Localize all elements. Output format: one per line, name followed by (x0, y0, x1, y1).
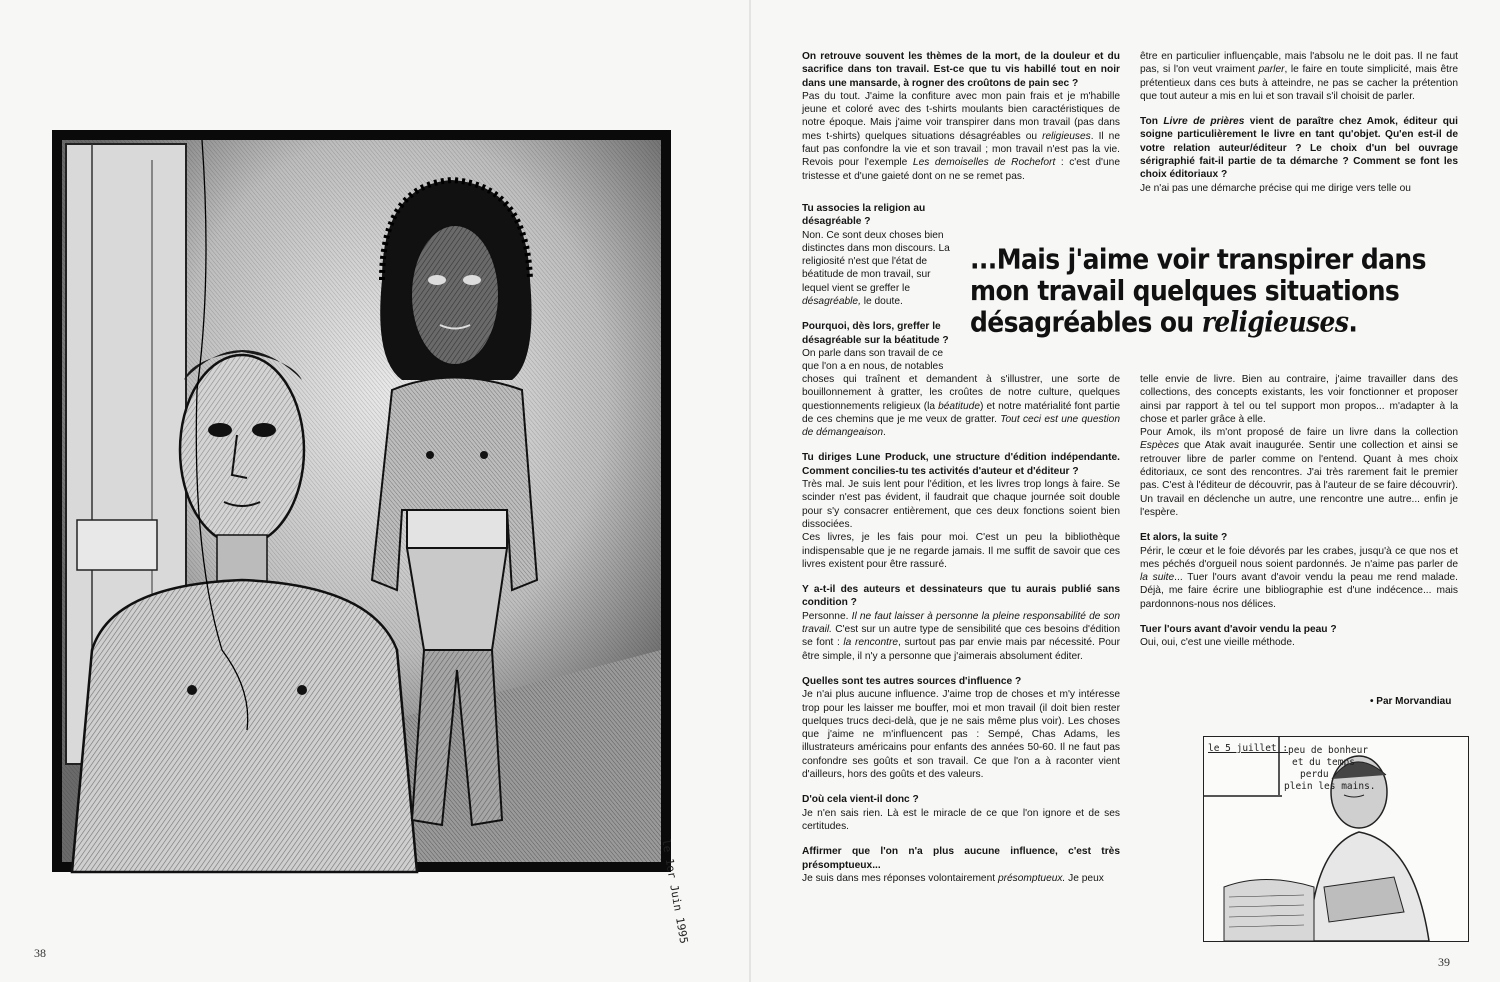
illustration-two-figures (52, 130, 691, 945)
question-3: Pourquoi, dès lors, greffer le désagréable sur la béatitude ? (802, 321, 949, 346)
illustration-signature: le 1er Juin 1995 (659, 838, 691, 945)
article-column-1-narrow (802, 202, 954, 374)
answer-3: choses qui traînent et demandent à s'illustrer, une sorte de bouillonnement à gratter, les croûtes de notre culture, quelques questionnements religieux (la béatitude) et notre matérialité font partie de ces chemins que je me veux de gratter. Tout ceci est une question de démangeaison. (802, 374, 1120, 439)
pull-quote-line-2: mon travail quelques situations (970, 274, 1400, 307)
sketch-illustration (1203, 736, 1469, 942)
answer-1: Pas du tout. J'aime la confiture avec mon pain frais et je m'habille jeune et coloré avec des t-shirts moulants bien caractéristiques de notre époque. Mais j'aime voir transpirer dans mon travail (pas dans mes t-shirts) quelques situations désagréables ou religieuses. Il ne faut pas confondre la vie et son travail ; mon travail n'est pas la vie. Revois pour l'exemple Les demoiselles de Rochefort : c'est d'une tristesse et d'une gaieté dont on ne se remet pas. (802, 90, 1121, 182)
illustration-drawing (52, 130, 671, 872)
question-9: Ton Livre de prières vient de paraître chez Amok, éditeur qui soigne particulièrement le livre en tant qu'objet. Qu'en est-il de votre relation auteur/éditeur ? Le choix d'un bel ouvrage sérigraphié fait-il partie de ta démarche ? Comment se font les choix éditoriaux ? (1140, 116, 1458, 181)
answer-9b: Pour Amok, ils m'ont proposé de faire un livre dans la collection Espèces que Atak avait inaugurée. Sentir une collection et ainsi se retrouver libre de parler comme on l'entend. Quant à mes choix éditoriaux, ce sont des rencontres. J'ai très rarement fait le premier pas. C'est à l'éditeur de découvrir, pas à l'auteur de se faire découvrir). Un travail en déclenche un autre, une rencontre une autre... enfin je l'espère. (1140, 427, 1458, 518)
answer-4a: Très mal. Je suis lent pour l'édition, et les livres trop longs à faire. Se scinder n'est pas évident, il faudrait que chaque journée soit double pour s'y consacrer entièrement, que ces deux fonctions soient bien dissociées. (802, 479, 1120, 530)
question-11: Tuer l'ours avant d'avoir vendu la peau ? (1140, 624, 1337, 636)
article-column-1-lower (802, 373, 1120, 885)
answer-9: telle envie de livre. Bien au contraire, j'aime travailler dans des collections, des concepts existants, les voir fonctionner et proposer ainsi par rapport à tel ou tel support mon propos... m'adapter à la chose et parler grâce à elle. (1140, 374, 1458, 425)
page-number-right: 39 (1438, 955, 1450, 969)
sketch-note-1: peu de bonheur (1288, 745, 1369, 756)
question-4: Tu diriges Lune Produck, une structure d'édition indépendante. Comment concilies-tu tes activités d'auteur et d'éditeur ? (802, 452, 1120, 477)
question-2: Tu associes la religion au désagréable ? (802, 203, 926, 228)
answer-6: Je n'ai plus aucune influence. J'aime trop de choses et m'y intéresse trop pour les laisser me bouffer, moi et mon travail (il doit bien rester quelques trucs deci-delà, que je ne sais même plus voir). Les choses que j'aime ne m'influencent pas : Sempé, Chas Adams, les illustrateurs américains pour enfants des années 50-60. Il ne faut pas confondre ses goûts et son travail. Ce que l'on a à raconter vient d'ailleurs, hors des goûts et des valeurs. (802, 689, 1120, 781)
answer-4b: Ces livres, je les fais pour moi. C'est un peu la bibliothèque indispensable que je ne regarde jamais. Il me suffit de savoir que ces livres existent pour être rassuré. (802, 532, 1120, 570)
author-credit: • Par Morvandiau (1370, 696, 1452, 707)
answer-2: Non. Ce sont deux choses bien distinctes dans mon discours. La religiosité n'est que l'état de béatitude de mon travail, sur lequel vient se greffer le désagréable, le doute. (802, 229, 950, 308)
continuation-1: être en particulier influençable, mais l'absolu ne le doit pas. Il ne faut pas, si l'on veut vraiment parler, le faire en toute simplicité, mais être prétentieux dans ces buts à atteindre, ne pas se cacher la prétention que tout auteur a mis en lui et son travail s'il choisit de parler. (1140, 51, 1459, 102)
sketch-note-2: et du temps (1292, 757, 1355, 768)
answer-7: Je n'en sais rien. Là est le miracle de ce que l'on ignore et de ses certitudes. (802, 807, 1120, 832)
question-7: D'où cela vient-il donc ? (802, 794, 919, 806)
question-5: Y a-t-il des auteurs et dessinateurs que tu aurais publié sans condition ? (802, 584, 1120, 609)
answer-5: Personne. Il ne faut laisser à personne la pleine responsabilité de son travail. C'est sur un autre type de sensibilité que ces besoins d'édition se font : la rencontre, surtout pas par envie mais par nécessité. Pour être simple, il n'y a personne que j'aimerais absolument éditer. (802, 610, 1120, 662)
question-10: Et alors, la suite ? (1140, 532, 1228, 544)
answer-10: Périr, le cœur et le foie dévorés par les crabes, jusqu'à ce que nos et mes péchés d'orgueil nous soient pardonnés. Je n'aime pas parler de la suite... Tuer l'ours avant d'avoir vendu la peau me rend malade. Déjà, me faire écrire une bibliographie est d'une indécence... mais pardonnons-nous nos délices. (1140, 545, 1458, 610)
answer-8: Je suis dans mes réponses volontairement présomptueux. Je peux (802, 872, 1104, 884)
article-column-1 (802, 50, 1120, 183)
pull-quote-line-1: ...Mais j'aime voir transpirer dans (970, 242, 1426, 276)
page-number-left: 38 (34, 946, 46, 960)
answer-9-start: Je n'ai pas une démarche précise qui me dirige vers telle ou (1140, 182, 1411, 194)
question-8: Affirmer que l'on n'a plus aucune influence, c'est très présomptueux... (802, 846, 1120, 871)
pull-quote-line-3: désagréables ou religieuses. (970, 305, 1358, 339)
sketch-note-3: perdu (1300, 769, 1329, 780)
question-6: Quelles sont tes autres sources d'influence ? (802, 675, 1022, 687)
question-1: On retrouve souvent les thèmes de la mort, de la douleur et du sacrifice dans ton travail. Est-ce que tu vis habillé tout en noir dans une mansarde, à rogner des croûtons de pain sec ? (802, 51, 1120, 89)
page-gutter (749, 0, 751, 982)
answer-11: Oui, oui, c'est une vieille méthode. (1140, 637, 1295, 649)
pull-quote (970, 244, 1450, 338)
article-column-2-lower (1140, 373, 1458, 650)
sketch-date: le 5 juillet : (1208, 743, 1289, 754)
answer-3-start: On parle dans son travail de ce que l'on a en nous, de notables (802, 347, 944, 373)
sketch-note-4: plein les mains. (1284, 781, 1376, 792)
article-column-2-top (1140, 50, 1458, 195)
